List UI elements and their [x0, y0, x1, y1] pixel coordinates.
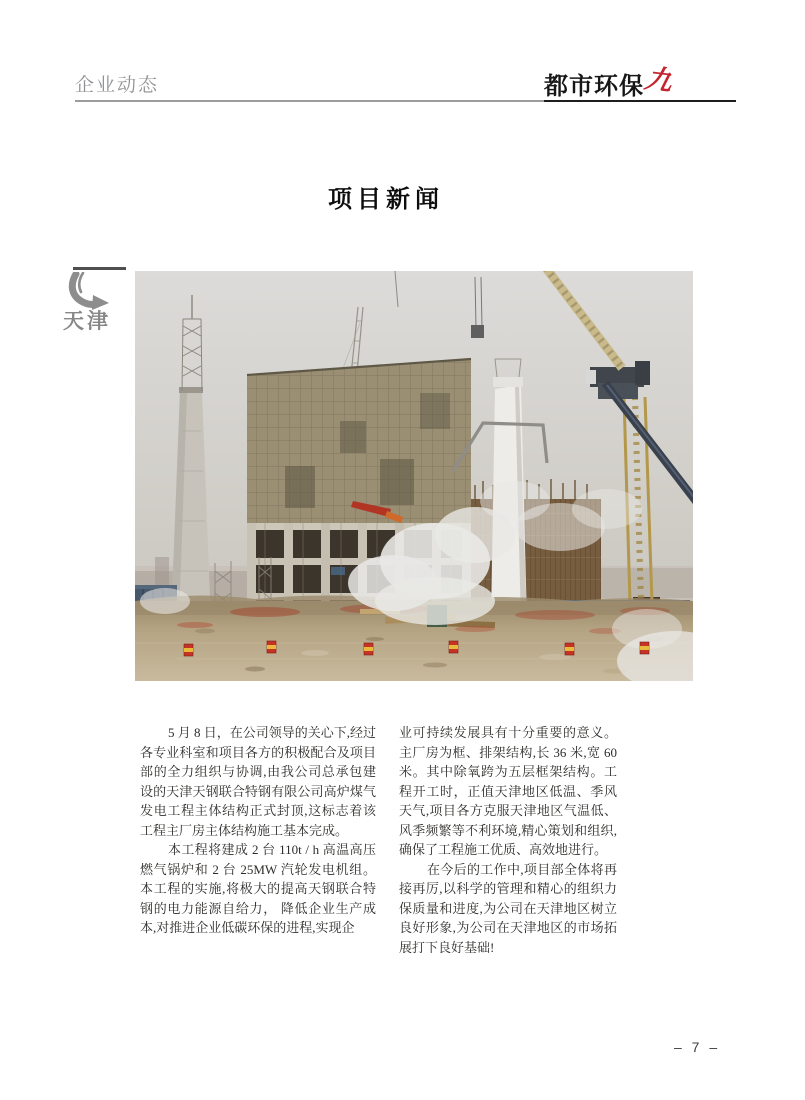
page-number: – 7 –: [674, 1039, 721, 1055]
brand-logo-mark-icon: 九: [642, 63, 676, 97]
paragraph: 5 月 8 日，在公司领导的关心下,经过各专业科室和项目各方的积极配合及项目部的全力组织与协调,由我公司总承包建设的天津天钢联合特钢有限公司高炉煤气发电工程主体结构正式封顶,这标志着该工程主厂房主体结构施工基本完成。: [140, 725, 376, 838]
paragraph: 业可持续发展具有十分重要的意义。主厂房为框、排架结构,长 36 米,宽 60 米。其中除氧跨为五层框架结构。工程开工时，正值天津地区低温、季风天气,项目各方克服天津地区气温低、风季频繁等不利环境,精心策划和组织,确保了工程施工优质、高效地进行。: [399, 725, 617, 857]
paragraph: 在今后的工作中,项目部全体将再接再厉,以科学的管理和精心的组织力保质量和进度,为公司在天津地区树立良好形象,为公司在天津地区的市场拓展打下良好基础!: [399, 861, 617, 955]
brand-logo-text: 都市环保: [544, 73, 644, 100]
article-title: 项目新闻: [328, 187, 444, 213]
header-rule-dark-segment: [544, 100, 736, 102]
section-label: 企业动态: [75, 75, 160, 96]
main-building-scaffold: [247, 359, 471, 525]
construction-site-photo: [135, 271, 693, 681]
paragraph: 本工程将建成 2 台 110t / h 高温高压燃气锅炉和 2 台 25MW 汽轮发电机组。本工程的实施,将极大的提高天钢联合特钢的电力能源自给力， 降低企业生产成本,对推进企业低碳环保的进程,实现企: [140, 842, 376, 935]
article-column-right: [399, 723, 617, 957]
article-column-left: [140, 723, 376, 938]
location-label: 天津: [63, 309, 111, 333]
sidebar-rule: [73, 267, 126, 270]
